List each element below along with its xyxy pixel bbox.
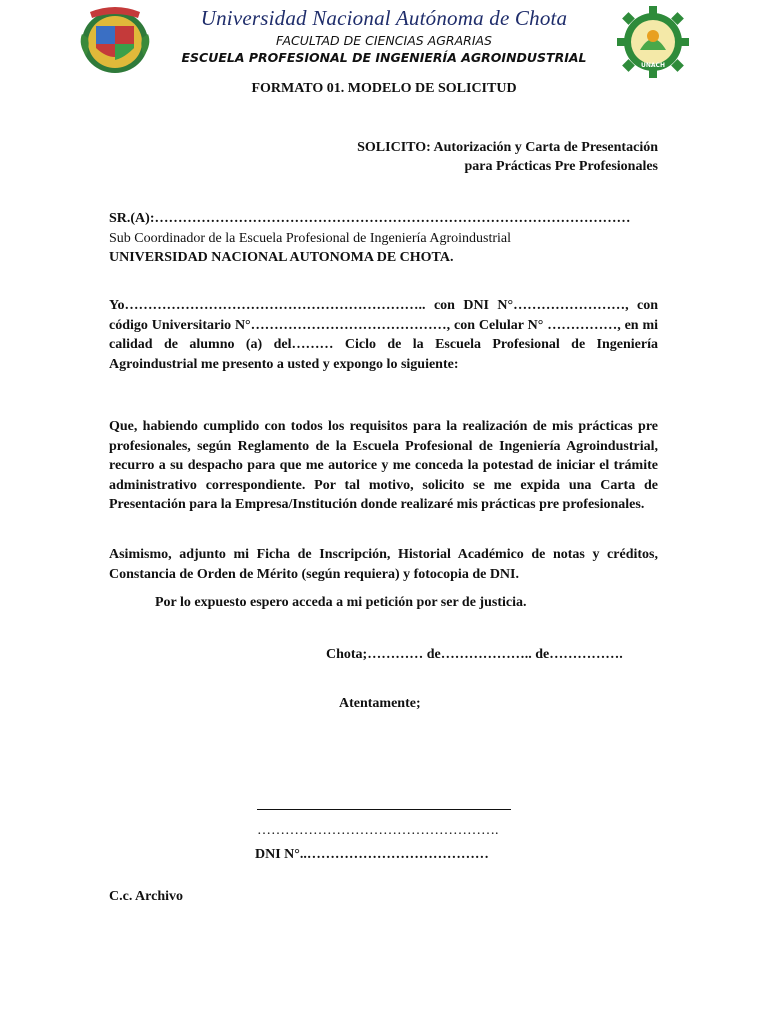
university-name: Universidad Nacional Autónoma de Chota [200, 6, 568, 30]
addressee-line-2: Sub Coordinador de la Escuela Profesional de Ingeniería Agroindustrial [109, 230, 512, 246]
closing-request: Por lo expuesto espero acceda a mi petición por ser de justicia. [155, 595, 527, 610]
signature-line [257, 809, 511, 810]
unach-logo-text: UNACH [641, 62, 665, 69]
solicito-line-1: SOLICITO: Autorización y Carta de Presentación [357, 140, 658, 155]
university-seal-icon [76, 4, 154, 76]
school-name: ESCUELA PROFESIONAL DE INGENIERÍA AGROINDUSTRIAL [181, 50, 587, 65]
date-line: Chota;………… de……………….. de……………. [326, 647, 623, 662]
body-paragraph: Que, habiendo cumplido con todos los requisitos para la realización de mis prácticas pre profesionales, según Reglamento de la Escuela Profesional de Ingeniería Agroindustrial, recurro a su despacho para que me autorice y me conceda la potestad de iniciar el trámite administrativo correspondiente. Por tal motivo, solicito se me expida una Carta de Presentación para la Empresa/Institución donde realizaré mis prácticas pre profesionales. [109, 419, 658, 512]
addressee-line-1: SR.(A):………………………………………………………………………………………… [109, 211, 631, 226]
form-title: FORMATO 01. MODELO DE SOLICITUD [251, 81, 517, 96]
solicito-line-2: para Prácticas Pre Profesionales [464, 159, 658, 174]
solicito-block [357, 138, 658, 176]
signature-name-line: ……………………………………………. [257, 823, 499, 838]
faculty-name: FACULTAD DE CIENCIAS AGRARIAS [275, 33, 492, 48]
farewell: Atentamente; [339, 696, 421, 711]
intro-paragraph: Yo……………………………………………………….. con DNI N°……………………, con código Universitario N°……………………………………, con Celular N° ……………, en mi calidad de alumno (a) del……… Ciclo de la Escuela Profesional de Ingeniería Agroindustrial me presento a usted y expongo lo siguiente: [109, 298, 658, 372]
signature-dni-line: DNI N°..………………………………… [255, 847, 489, 862]
cc-archivo: C.c. Archivo [109, 889, 184, 904]
addressee-line-3: UNIVERSIDAD NACIONAL AUTONOMA DE CHOTA. [109, 250, 454, 265]
addressee-block [109, 209, 658, 268]
attachments-paragraph: Asimismo, adjunto mi Ficha de Inscripción, Historial Académico de notas y créditos, Constancia de Orden de Mérito (según requiera) y fotocopia de DNI. [109, 547, 658, 582]
agroindustrial-gear-logo-icon [614, 6, 692, 78]
